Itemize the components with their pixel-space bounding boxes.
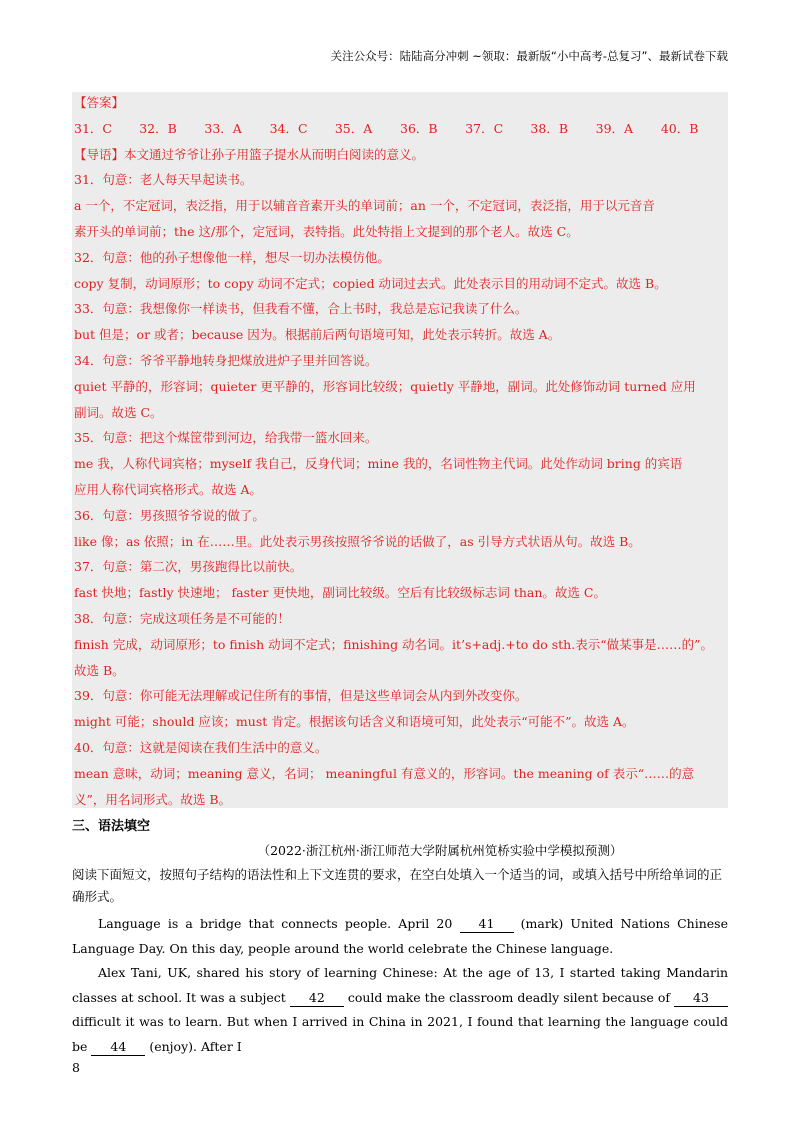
explanation-line: 34．句意：爷爷平静地转身把煤放进炉子里并回答说。	[74, 352, 378, 368]
explanation-line: 33．句意：我想像你一样读书，但我看不懂，合上书时，我总是忘记我读了什么。	[74, 301, 528, 317]
answer-37: 37．C	[465, 120, 504, 136]
explanation-line: quiet 平静的，形容词；quieter 更平静的，形容词比较级；quietly 平静地，副词。此处修饰动词 turned 应用	[74, 378, 696, 394]
explanation-line: finish 完成，动词原形；to finish 动词不定式；finishing 动名词。it’s+adj.+to do sth.表示“做某事是……的”。	[74, 636, 713, 652]
blank-43: 43	[674, 990, 728, 1007]
passage-text: could make the classroom deadly silent because of	[343, 989, 674, 1005]
answer-33: 33．A	[204, 120, 242, 136]
explanation-line: 31．句意：老人每天早起读书。	[74, 172, 253, 188]
exam-source: （2022·浙江杭州·浙江师范大学附属杭州笕桥实验中学模拟预测）	[257, 843, 623, 858]
instructions: 阅读下面短文，按照句子结构的语法性和上下文连贯的要求，在空白处填入一个适当的词，或填入括号中所给单词的正确形式。	[72, 867, 723, 904]
passage-text: difficult it was to learn. But when I arrived in China in 2021, I found that learning the language could be	[72, 1014, 728, 1054]
answer-34: 34．C	[269, 120, 308, 136]
passage-text: Alex Tani, UK, shared his story of learning Chinese: At the age of 13, I started taking Mandarin classes at school. It was a subject	[72, 965, 728, 1005]
answer-32: 32．B	[139, 120, 177, 136]
explanation-line: a 一个，不定冠词，表泛指，用于以辅音音素开头的单词前；an 一个，不定冠词，表泛指，用于以元音音	[74, 198, 655, 214]
answer-key-row	[74, 116, 726, 142]
passage-text: (enjoy). After I	[145, 1038, 242, 1054]
explanation-line: 38．句意：完成这项任务是不可能的！	[74, 610, 290, 626]
explanation-line: like 像；as 依照；in 在……里。此处表示男孩按照爷爷说的话做了，as 引导方式状语从句。故选 B。	[74, 533, 641, 549]
answer-31: 31．C	[74, 120, 112, 136]
explanation-line: but 但是；or 或者；because 因为。根据前后两句语境可知，此处表示转折。故选 A。	[74, 327, 561, 343]
answer-label: 【答案】	[74, 95, 125, 110]
explanation-line: 【导语】本文通过爷爷让孙子用篮子提水从而明白阅读的意义。	[74, 146, 425, 162]
answer-40: 40．B	[660, 120, 699, 136]
explanation-line: 应用人称代词宾格形式。故选 A。	[74, 481, 263, 497]
explanation-line: 副词。故选 C。	[74, 404, 163, 420]
answer-box	[72, 92, 728, 808]
explanation-line: 35．句意：把这个煤筐带到河边，给我带一篮水回来。	[74, 430, 378, 446]
page-number: 8	[72, 1060, 80, 1075]
blank-44: 44	[91, 1039, 145, 1056]
passage	[72, 912, 728, 1059]
explanation-line: 素开头的单词前；the 这/那个，定冠词，表特指。此处特指上文提到的那个老人。故选 C。	[74, 223, 579, 239]
explanation-line: 36．句意：男孩照爷爷说的做了。	[74, 507, 265, 523]
passage-paragraph	[72, 961, 728, 1059]
passage-text: Language is a bridge that connects people. April 20	[98, 916, 460, 931]
passage-text: (mark) United Nations Chinese Language Day. On this day, people around the world celebrate the Chinese language.	[72, 916, 728, 956]
answer-38: 38．B	[530, 120, 569, 136]
answer-36: 36．B	[400, 120, 438, 136]
blank-41: 41	[460, 916, 514, 933]
answer-35: 35．A	[334, 120, 373, 136]
explanation-line: copy 复制，动词原形；to copy 动词不定式；copied 动词过去式。此处表示目的用动词不定式。故选 B。	[74, 275, 667, 291]
explanation-line: 义”，用名词形式。故选 B。	[74, 791, 232, 807]
explanation-line: 37．句意：第二次，男孩跑得比以前快。	[74, 559, 303, 575]
explanation-line: 39．句意：你可能无法理解或记住所有的事情，但是这些单词会从内到外改变你。	[74, 688, 528, 704]
explanation-line: 故选 B。	[74, 662, 125, 678]
section-title: 三、语法填空	[72, 819, 151, 834]
explanation-line: might 可能；should 应该；must 肯定。根据该句话含义和语境可知，此处表示“可能不”。故选 A。	[74, 714, 635, 730]
passage-paragraph	[72, 912, 728, 961]
answer-39: 39．A	[595, 120, 634, 136]
explanation-line: mean 意味，动词；meaning 意义，名词； meaningful 有意义的，形容词。the meaning of 表示“……的意	[74, 765, 695, 781]
explanation-line: fast 快地；fastly 快速地； faster 更快地，副词比较级。空后有比较级标志词 than。故选 C。	[74, 585, 606, 601]
explanation-line: 40．句意：这就是阅读在我们生活中的意义。	[74, 739, 328, 755]
explanation-line: me 我，人称代词宾格；myself 我自己，反身代词；mine 我的，名词性物主代词。此处作动词 bring 的宾语	[74, 456, 683, 472]
explanation-line: 32．句意：他的孙子想像他一样，想尽一切办法模仿他。	[74, 249, 390, 265]
blank-42: 42	[290, 990, 344, 1007]
page-header: 关注公众号：陆陆高分冲刺 ~领取：最新版“小中高考-总复习”、最新试卷下载	[330, 49, 728, 63]
